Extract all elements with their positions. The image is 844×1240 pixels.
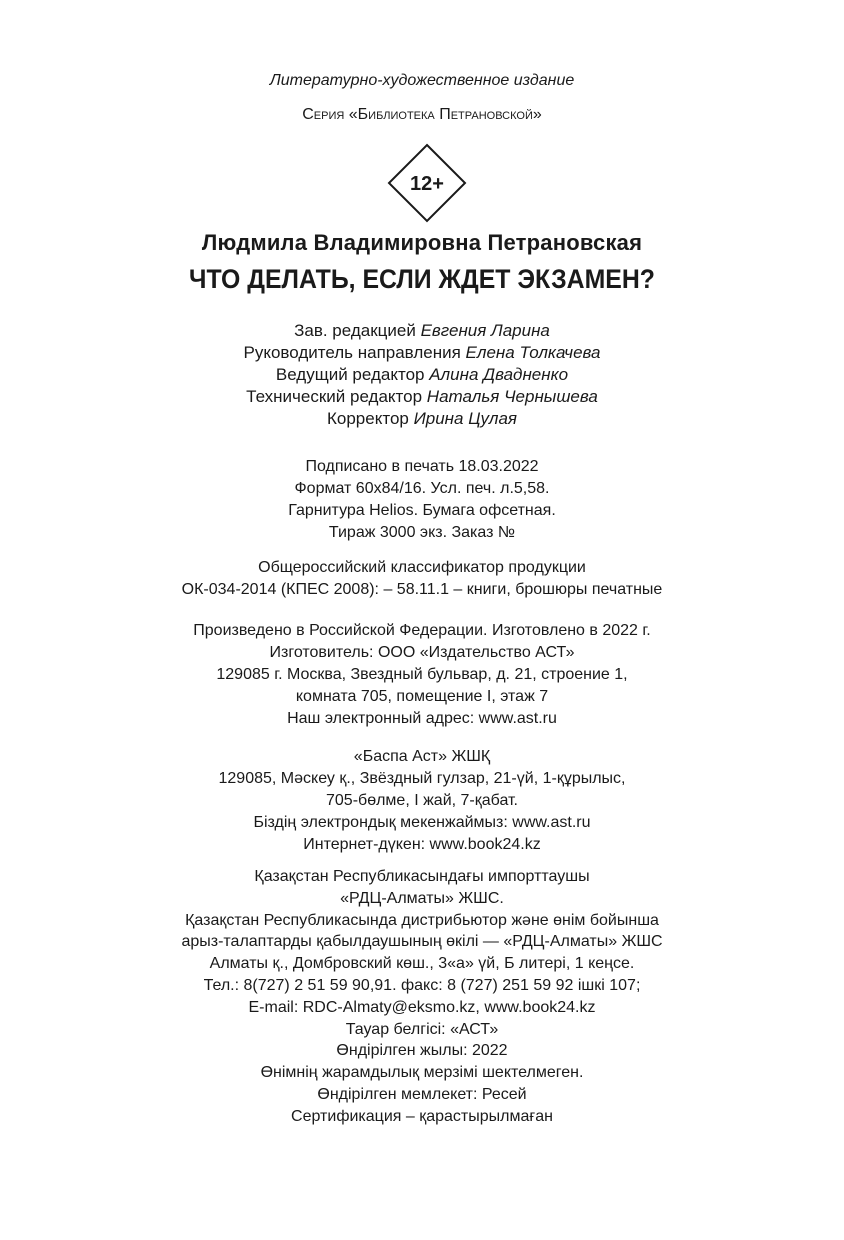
credit-line: Зав. редакцией Евгения Ларина [294, 321, 550, 340]
kz-importer-line: Тауар белгісі: «АСТ» [345, 1020, 499, 1038]
classification-line: Общероссийский классификатор продукции [258, 559, 586, 576]
production-line: 129085 г. Москва, Звездный бульвар, д. 21, строение 1, [216, 666, 628, 683]
genre-line: Литературно-художественное издание [269, 72, 575, 89]
kz-importer-line: Өндірілген жылы: 2022 [336, 1042, 508, 1060]
kz-importer-line: арыз-талаптарды қабылдаушының өкілі — «РДЦ-Алматы» ЖШС [181, 933, 663, 951]
kz-importer-line: Қазақстан Республикасындағы импорттаушы [254, 868, 590, 885]
classification-block [0, 557, 844, 601]
age-rating-text: 12+ [410, 173, 444, 195]
kz-publisher-line: Интернет-дүкен: www.book24.kz [303, 836, 541, 853]
credits-block [0, 320, 844, 430]
kz-importer-line: E-mail: RDC-Almaty@eksmo.kz, www.book24.kz [248, 998, 596, 1016]
kz-importer-line: Өнімнің жарамдылық мерзімі шектелмеген. [260, 1064, 584, 1082]
production-line: Наш электронный адрес: www.ast.ru [287, 710, 557, 727]
production-line: Изготовитель: ООО «Издательство АСТ» [269, 644, 575, 661]
series-line: Серия «Библиотека Петрановской» [302, 106, 542, 123]
kz-publisher-block [0, 746, 844, 856]
kz-importer-block [0, 866, 844, 1128]
print-info-line: Подписано в печать 18.03.2022 [305, 458, 539, 475]
kz-publisher-line: Біздің электрондық мекенжаймыз: www.ast.ru [253, 814, 591, 831]
print-info-line: Гарнитура Helios. Бумага офсетная. [288, 502, 556, 519]
book-title: ЧТО ДЕЛАТЬ, ЕСЛИ ЖДЕТ ЭКЗАМЕН? [189, 264, 655, 294]
production-line: комната 705, помещение I, этаж 7 [295, 688, 549, 705]
credit-line: Корректор Ирина Цулая [327, 409, 517, 428]
credit-line: Ведущий редактор Алина Двадненко [275, 365, 569, 384]
kz-importer-line: Қазақстан Республикасында дистрибьютор және өнім бойынша [185, 911, 659, 929]
kz-publisher-line: «Баспа Аст» ЖШҚ [353, 748, 491, 765]
credit-line: Технический редактор Наталья Чернышева [246, 387, 598, 406]
kz-importer-line: «РДЦ-Алматы» ЖШС. [340, 889, 504, 907]
kz-importer-line: Өндірілген мемлекет: Ресей [317, 1085, 527, 1103]
classification-line: ОК-034-2014 (КПЕС 2008): – 58.11.1 – книги, брошюры печатные [181, 581, 663, 598]
kz-publisher-line: 705-бөлме, I жай, 7-қабат. [326, 792, 518, 809]
kz-importer-line: Алматы қ., Домбровский көш., 3«а» үй, Б литері, 1 кеңсе. [209, 955, 635, 973]
age-rating-badge [387, 143, 467, 223]
print-info-line: Формат 60x84/16. Усл. печ. л.5,58. [294, 480, 550, 497]
kz-importer-line: Сертификация – қарастырылмаған [291, 1107, 553, 1125]
production-line: Произведено в Российской Федерации. Изготовлено в 2022 г. [193, 622, 651, 639]
kz-importer-line: Тел.: 8(727) 2 51 59 90,91. факс: 8 (727) 251 59 92 ішкі 107; [203, 976, 641, 994]
production-block [0, 620, 844, 730]
print-info-line: Тираж 3000 экз. Заказ № [328, 524, 516, 541]
credit-line: Руководитель направления Елена Толкачева [243, 343, 601, 362]
kz-publisher-line: 129085, Мәскеу қ., Звёздный гулзар, 21-үй, 1-құрылыс, [218, 770, 626, 787]
print-info-block [0, 456, 844, 544]
diamond-icon [387, 143, 467, 223]
author-name: Людмила Владимировна Петрановская [201, 230, 643, 255]
